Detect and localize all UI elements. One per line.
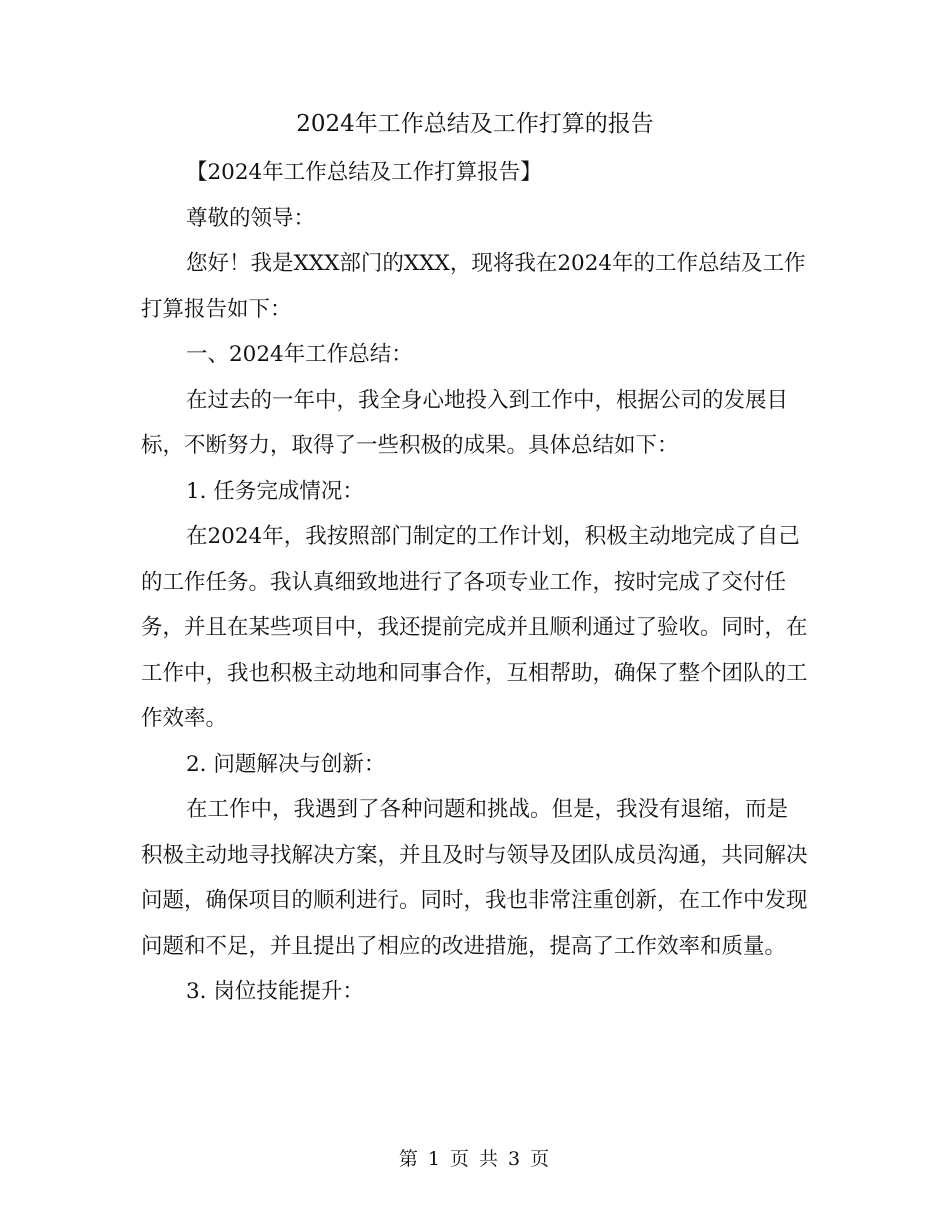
task-completion-paragraph: 在2024年，我按照部门制定的工作计划，积极主动地完成了自己的工作任务。我认真细致地进行了各项专业工作，按时完成了交付任务，并且在某些项目中，我还提前完成并且顺利通过了验收。同时，在工作中，我也积极主动地和同事合作，互相帮助，确保了整个团队的工作效率。 xyxy=(141,524,808,731)
subheading-skill-improvement: 3. 岗位技能提升： xyxy=(186,979,364,1004)
intro-paragraph: 您好！我是XXX部门的XXX，现将我在2024年的工作总结及工作打算报告如下： xyxy=(141,251,806,322)
salutation: 尊敬的领导： xyxy=(186,205,316,231)
document-body xyxy=(141,150,809,1015)
page-footer: 第 1 页 共 3 页 xyxy=(398,1148,552,1170)
problem-solving-paragraph: 在工作中，我遇到了各种问题和挑战。但是，我没有退缩，而是积极主动地寻找解决方案，并且及时与领导及团队成员沟通，共同解决问题，确保项目的顺利进行。同时，我也非常注重创新，在工作中发现问题和不足，并且提出了相应的改进措施，提高了工作效率和质量。 xyxy=(141,797,808,959)
document-title: 2024年工作总结及工作打算的报告 xyxy=(296,111,654,137)
summary-paragraph: 在过去的一年中，我全身心地投入到工作中，根据公司的发展目标，不断努力，取得了一些积极的成果。具体总结如下： xyxy=(141,387,789,458)
report-heading: 【2024年工作总结及工作打算报告】 xyxy=(186,160,542,185)
subheading-problem-solving: 2. 问题解决与创新： xyxy=(186,751,386,777)
section-heading-summary: 一、2024年工作总结： xyxy=(186,342,413,367)
subheading-task-completion: 1. 任务完成情况： xyxy=(186,478,364,504)
